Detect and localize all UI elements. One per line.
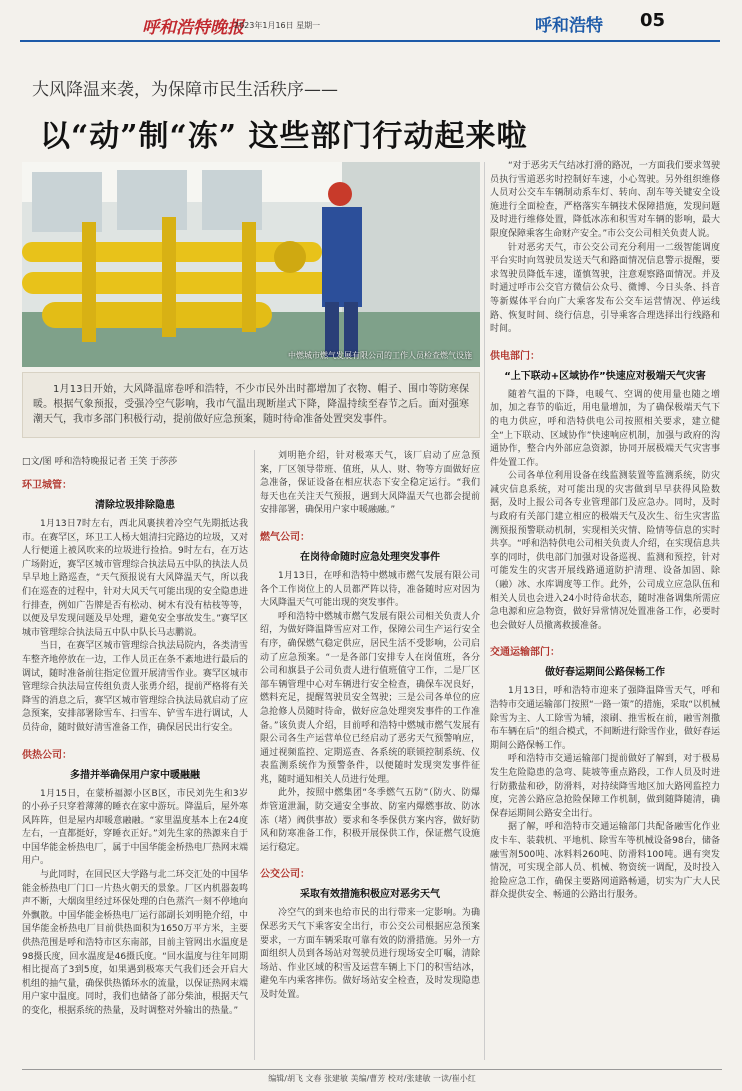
column-divider [254,450,255,1060]
paragraph: “对于恶劣天气结冰打滑的路况，一方面我们要求驾驶员执行雪道恶劣时控制好车速，小心驾驶。另外组织维修人员对公交车车辆制动系车灯、转向、刮车等关键安全设施进行全面检查，严格落实车辆技术保障措施，发现问题及时进行维修处置，降低冰冻和积雪对车辆的影响，最大限度保障乘客生命财产安全。”市公交公司相关负责人说。 [490,161,720,239]
paragraph: 当日，在赛罕区城市管理综合执法局院内，各类清雪车整齐地停放在一边，工作人员正在条不紊地进行最后的调试，随时准备前往指定位置开展清雪作业。赛罕区城市管理综合执法局宣传组负责人张勇介绍，提前严格将有关降雪的消息之后，赛罕区城市管理综合执法局就启动了应急预案，安排部署除雪车、扫雪车、铲雪车进行调试，人员待命，随时做好清雪准备工作，确保居民出行安全。 [22,641,248,733]
section-tag: 供电部门： [490,350,540,362]
editor-credits: 编辑/胡飞 文春 张建敏 美编/曹芳 校对/张建敏 一读/崔小红 [22,1069,722,1084]
lead-paragraph: 1月13日开始，大风降温席卷呼和浩特，不少市民外出时都增加了衣物、帽子、围巾等防寒保暖。根据气象预报，受强冷空气影响，我市气温出现断崖式下降，降温持续至春节之后。面对强寒潮天气，我市多部门积极行动，提前做好应急预案，随时待命准备处置突发事件。 [33,384,469,425]
section-tag: 公交公司： [260,869,310,881]
paragraph: 与此同时，在回民区大学路与北二环交汇处的中国华能金桥热电厂门口一片热火朝天的景象。厂区内机器轰鸣声不断，大烟囱里经过环保处理的白色蒸汽一刻不停地向外飘散。中国华能金桥热电厂运行部副长刘明艳介绍，中国华能金桥热电厂目前供热面积为1650万平方米，主要供热范围是呼和浩特市区东南部，目前主管网出水温度是98摄氏度，回水温度是46摄氏度。“回水温度与往年同期相比提高了3到5度，如果遇到极寒天气我们还会开启大机组的抽气量，确保供热循环水的流量，以保证热网末端用户家中温度。同时，我们也储备了部分柴油，根据天气的变化，根据系统的热量，及时调整对外输出的热量。” [22,870,248,1016]
paragraph: 据了解，呼和浩特市交通运输部门共配备融雪化作业皮卡车、装载机、平地机、除雪车等机械设备98台，储备融雪剂500吨、冰料料260吨、防滑料100吨。遇有突发情况，可实现全部人员、机械、物资统一调配，及时投入抢险应急工作，确保主要路网道路畅通，切实为广大人民群众提供安全、畅通的公路出行服务。 [490,822,720,901]
photo-caption: 中燃城市燃气发展有限公司的工作人员检查燃气设施 [288,351,472,360]
section-title: 做好春运期间公路保畅工作 [545,667,665,679]
paragraph: 随着气温的下降，电暖气、空调的使用量也随之增加，加之春节的临近，用电量增加，为了确保极端天气下的电力供应，呼和浩特供电公司按照相关要求，建立健全“上下联动、区域协作”快速响应机制，加强与政府的沟通协作，整合内外部应急资源，协同开展极端天气灾害事件处置工作。 [490,389,720,468]
section-tag: 环卫城管： [22,480,72,491]
paragraph: 呼和浩特中燃城市燃气发展有限公司相关负责人介绍，为做好降温降雪应对工作，保障公司生产运行安全有序，确保燃气稳定供应，居民生活不受影响，公司启动了应急预案。“一是各部门安排专人在岗值班，各分公司和旗县子公司负责人进行值班值守工作，二是厂区部车辆管理中心对车辆进行安全检查，确保车况良好，燃料充足，提醒驾驶员安全驾驶；三是公司各单位的应急抢修人员随时待命，做好应急处理突发事件的工作准备。”该负责人介绍，目前呼和浩特中燃城市燃气发展有限公司各生产运营单位已经启动了恶劣天气预警响应，通过视频监控、定期巡查、各系统的联锁控制系统、仪表监测系统作为预警条件，以便随时发现突发事件征兆，随时通知相关人员进行处理。 [260,611,480,785]
column-3 [490,160,720,1066]
paragraph: 冷空气的到来也给市民的出行带来一定影响。为确保恶劣天气下乘客安全出行，市公交公司根据应急预案要求，一方面车辆采取可靠有效的防滑措施。另外一方面组织人员到各场站对驾驶员进行现场安全叮嘱，清除场站、作业区域的积雪及运营车辆上下门的积雪结冰，避免车内乘客摔伤。做好场站安全检查，及时发现隐患及时处置。 [260,908,480,1000]
section-title: “上下联动+区域协作”快速应对极端天气灾害 [504,370,706,382]
masthead-date: 2023年1月16日 星期一 [234,21,321,30]
masthead-section: 呼和浩特 [535,16,603,36]
paragraph: 呼和浩特市交通运输部门提前做好了解到，对于极易发生危险隐患的急弯、陡坡等重点路段，工作人员及时进行防撒盐和砂，防滑料，对持续降雪地区加大路网监控力度，完善公路应急抢险保障工作机制，做到随降随清，确保春运期间公路安全出行。 [490,754,720,819]
paragraph: 1月15日，在蒙桥福源小区B区，市民刘先生和3岁的小孙子只穿着薄薄的睡衣在家中游玩。降温后，屋外寒风阵阵，但是屋内却暖意融融。“家里温度基本上在24度左右，一直都挺好，穿睡衣正好。”刘先生家的热源来自于中国华能金桥热电厂，属于中国华能金桥热电厂热网末端用户。 [22,788,248,867]
masthead-logo: 呼和浩特晚报 [142,18,244,38]
masthead-rule [20,40,720,42]
byline: □文/图 呼和浩特晚报记者 王笑 于莎莎 [22,457,178,467]
section-tag: 供热公司： [22,749,72,761]
column-divider [484,162,485,1060]
pipeline-worker-illustration [22,162,480,367]
paragraph: 1月13日，在呼和浩特中燃城市燃气发展有限公司各个工作岗位上的人员都严阵以待，准备随时应对因为大风降温天气可能出现的突发事件。 [260,570,480,609]
column-2 [260,450,480,1066]
section-title: 采取有效措施积极应对恶劣天气 [300,889,440,901]
paragraph: 针对恶劣天气，市公交公司充分利用一二级智能调度平台实时向驾驶员发送天气和路面情况信息警示提醒，要求驾驶员降低车速，谨慎驾驶，注意观察路面情况。并及时通过呼市公交官方微信公众号、微博、今日头条、抖音等新媒体平台向广大乘客发布公交车运营情况、停运线路、恢复时间、绕行信息，引导乘客合理选择出行线路和时间。 [490,242,720,335]
paragraph: 1月13日7时左右，西北风裹挟着冷空气先期抵达我市。在赛罕区，环卫工人杨大姐清扫完路边的垃圾，又对人行便道上被风吹来的垃圾进行捡拾。9时左右，在万达广场附近，赛罕区城市管理综合执法局五中队的执法人员早早地上路巡查，“天气预报说有大风降温天气，所以我们在巡查的过程中，针对大风天气可能出现的安全隐患进行排查，例如广告牌是否有松动、树木有没有枯枝等等，以便及早发现问题及早处理，避免安全事故发生。”赛罕区城市管理综合执法局五中队中队长马志鹏说。 [22,519,248,638]
paragraph: 刘明艳介绍，针对极寒天气，该厂启动了应急预案，厂区领导带班、值班，从人、财、物等方面做好应急准备，保证设备在相应状态下安全稳定运行。“我们每天也在关注天气预报，遇到大风降温天气也都会提前安排部署，确保用户家中暖融融。” [260,451,480,516]
section-title: 清除垃圾排除隐患 [95,500,175,511]
headline: 以“动”制“冻” 这些部门行动起来啦 [40,119,528,154]
section-tag: 燃气公司： [260,531,310,543]
kicker: 大风降温来袭，为保障市民生活秩序—— [32,80,338,100]
section-tag: 交通运输部门： [490,647,560,659]
column-1 [22,466,248,1066]
news-photo [22,162,480,367]
page-number: 05 [640,10,666,31]
section-title: 在岗待命随时应急处理突发事件 [300,551,440,563]
paragraph: 此外，按照中燃集团“冬季燃气五防”（防火、防爆炸管道泄漏，防交通安全事故、防室内爆燃事故、防冰冻（堵）阀供事故）要求和冬季保供方案内容，做好防风和防寒准备工作，积极开展保供工作，保证燃气设施运行稳定。 [260,788,480,853]
lead-box [22,372,480,438]
paragraph: 1月13日，呼和浩特市迎来了强降温降雪天气，呼和浩特市交通运输部门按照“一路一策”的措施，采取“以机械除雪为主、人工除雪为辅，滚刷、推雪板在前，融雪剂撒布车辆在后”的组合模式，不间断进行除雪作业，做好春运期间公路保畅工作。 [490,686,720,751]
section-title: 多措并举确保用户家中暖融融 [70,769,200,781]
paragraph: 公司各单位利用设备在线监测装置等监测系统，防灾减灾信息系统，对可能出现的灾害做到早早获得风险数据，及时上报公司各专业管理部门及应急办。同时，及时与政府有关部门建立相应的极端天气及次生、衍生灾害监测预报预警联动机制，实现相关灾情、险情等信息的实时共享。“呼和浩特供电公司相关负责人介绍，在实现信息共享的同时，供电部门加强对设备巡视、监测和预控，针对可能发生的灾害开展线路通道防护清理、设备加固、除（融）冰、水库调度等工作。此外，公司成立应急队伍和相关人员也会进入24小时待命状态，随时准备调集所需应急电源和应急物资，做好异常情况处置准备工作，必要时也会做好人员撤离救援准备。 [490,471,720,631]
